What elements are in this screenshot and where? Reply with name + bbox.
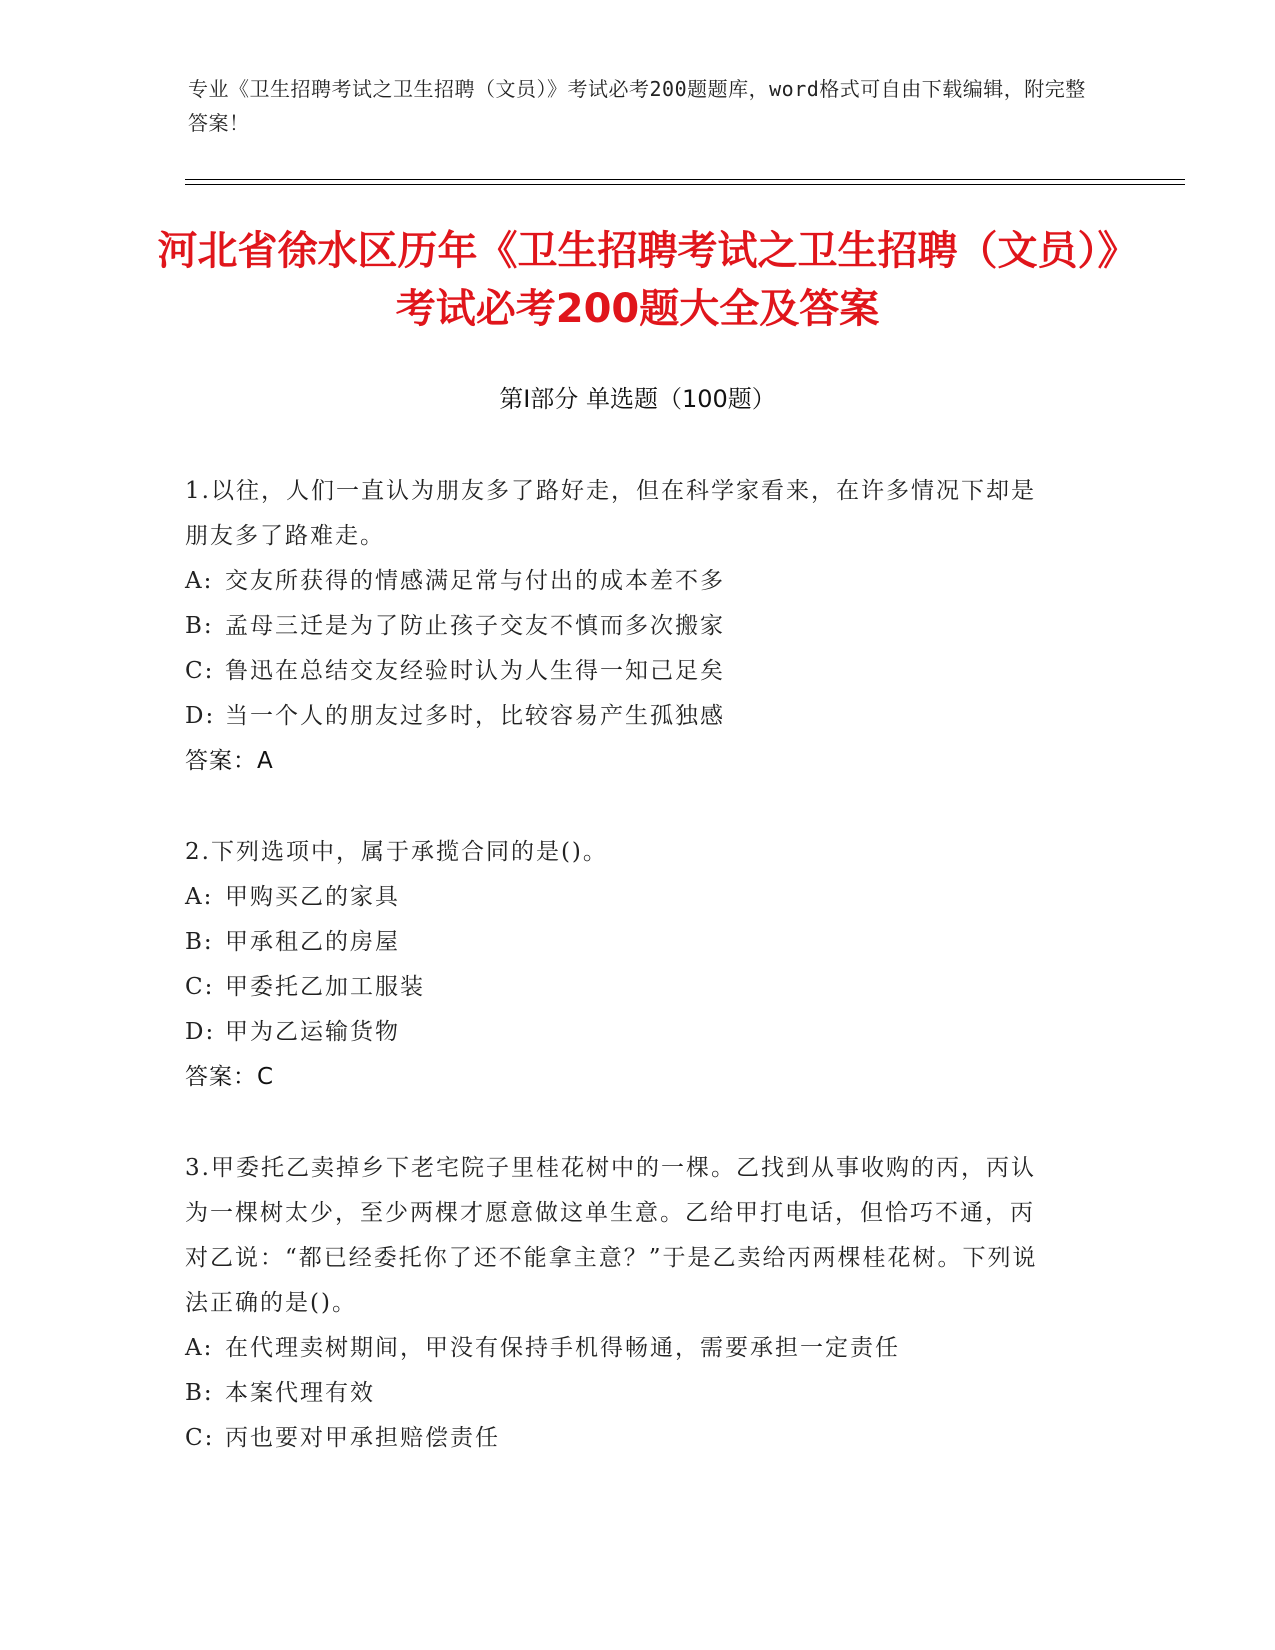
option-a [185, 1326, 1055, 1371]
question-list [185, 469, 1055, 1507]
option-letter: C: [185, 974, 215, 1000]
option-text: 鲁迅在总结交友经验时认为人生得一知己足矣 [225, 658, 725, 684]
header-divider-bottom [185, 184, 1185, 185]
option-b [185, 604, 1055, 649]
option-a [185, 875, 1055, 920]
option-text: 甲购买乙的家具 [225, 884, 400, 910]
option-letter: C: [185, 1425, 215, 1451]
question-stem: 2.下列选项中，属于承揽合同的是()。 [185, 839, 608, 865]
option-c [185, 965, 1055, 1010]
option-letter: D: [185, 703, 216, 729]
option-text: 甲委托乙加工服装 [225, 974, 425, 1000]
option-text: 交友所获得的情感满足常与付出的成本差不多 [225, 568, 725, 594]
option-text: 孟母三迁是为了防止孩子交友不慎而多次搬家 [225, 613, 725, 639]
option-d [185, 1010, 1055, 1055]
option-a [185, 559, 1055, 604]
answer-line: 答案：A [185, 748, 274, 774]
option-text: 在代理卖树期间，甲没有保持手机得畅通，需要承担一定责任 [225, 1335, 900, 1361]
option-c [185, 1416, 1055, 1461]
question-1 [185, 469, 1055, 784]
option-letter: B: [185, 929, 214, 955]
option-b [185, 1371, 1055, 1416]
option-text: 本案代理有效 [225, 1380, 375, 1406]
option-text: 丙也要对甲承担赔偿责任 [225, 1425, 500, 1451]
option-letter: A: [185, 884, 214, 910]
question-stem: 1.以往，人们一直认为朋友多了路好走，但在科学家看来，在许多情况下却是朋友多了路难走。 [185, 478, 1036, 549]
option-c [185, 649, 1055, 694]
option-letter: A: [185, 568, 214, 594]
option-text: 甲为乙运输货物 [225, 1019, 400, 1045]
document-title: 河北省徐水区历年《卫生招聘考试之卫生招聘（文员）》考试必考200题大全及答案 [157, 228, 1118, 332]
answer-line: 答案：C [185, 1064, 275, 1090]
option-letter: B: [185, 613, 214, 639]
option-letter: B: [185, 1380, 214, 1406]
option-letter: C: [185, 658, 215, 684]
header-divider-top [185, 179, 1185, 180]
question-stem: 3.甲委托乙卖掉乡下老宅院子里桂花树中的一棵。乙找到从事收购的丙，丙认为一棵树太少，至少两棵才愿意做这单生意。乙给甲打电话，但恰巧不通，丙对乙说：“都已经委托你了还不能拿主意？”于是乙卖给丙两棵桂花树。下列说法正确的是()。 [185, 1155, 1038, 1316]
option-letter: A: [185, 1335, 214, 1361]
option-d [185, 694, 1055, 739]
question-2 [185, 830, 1055, 1100]
option-b [185, 920, 1055, 965]
option-letter: D: [185, 1019, 216, 1045]
question-3 [185, 1146, 1055, 1461]
option-text: 甲承租乙的房屋 [225, 929, 400, 955]
header-note: 专业《卫生招聘考试之卫生招聘（文员）》考试必考200题题库，word格式可自由下载编辑，附完整答案！ [188, 77, 1086, 135]
section-title: 第Ⅰ部分 单选题（100题） [499, 385, 776, 413]
option-text: 当一个人的朋友过多时，比较容易产生孤独感 [225, 703, 725, 729]
